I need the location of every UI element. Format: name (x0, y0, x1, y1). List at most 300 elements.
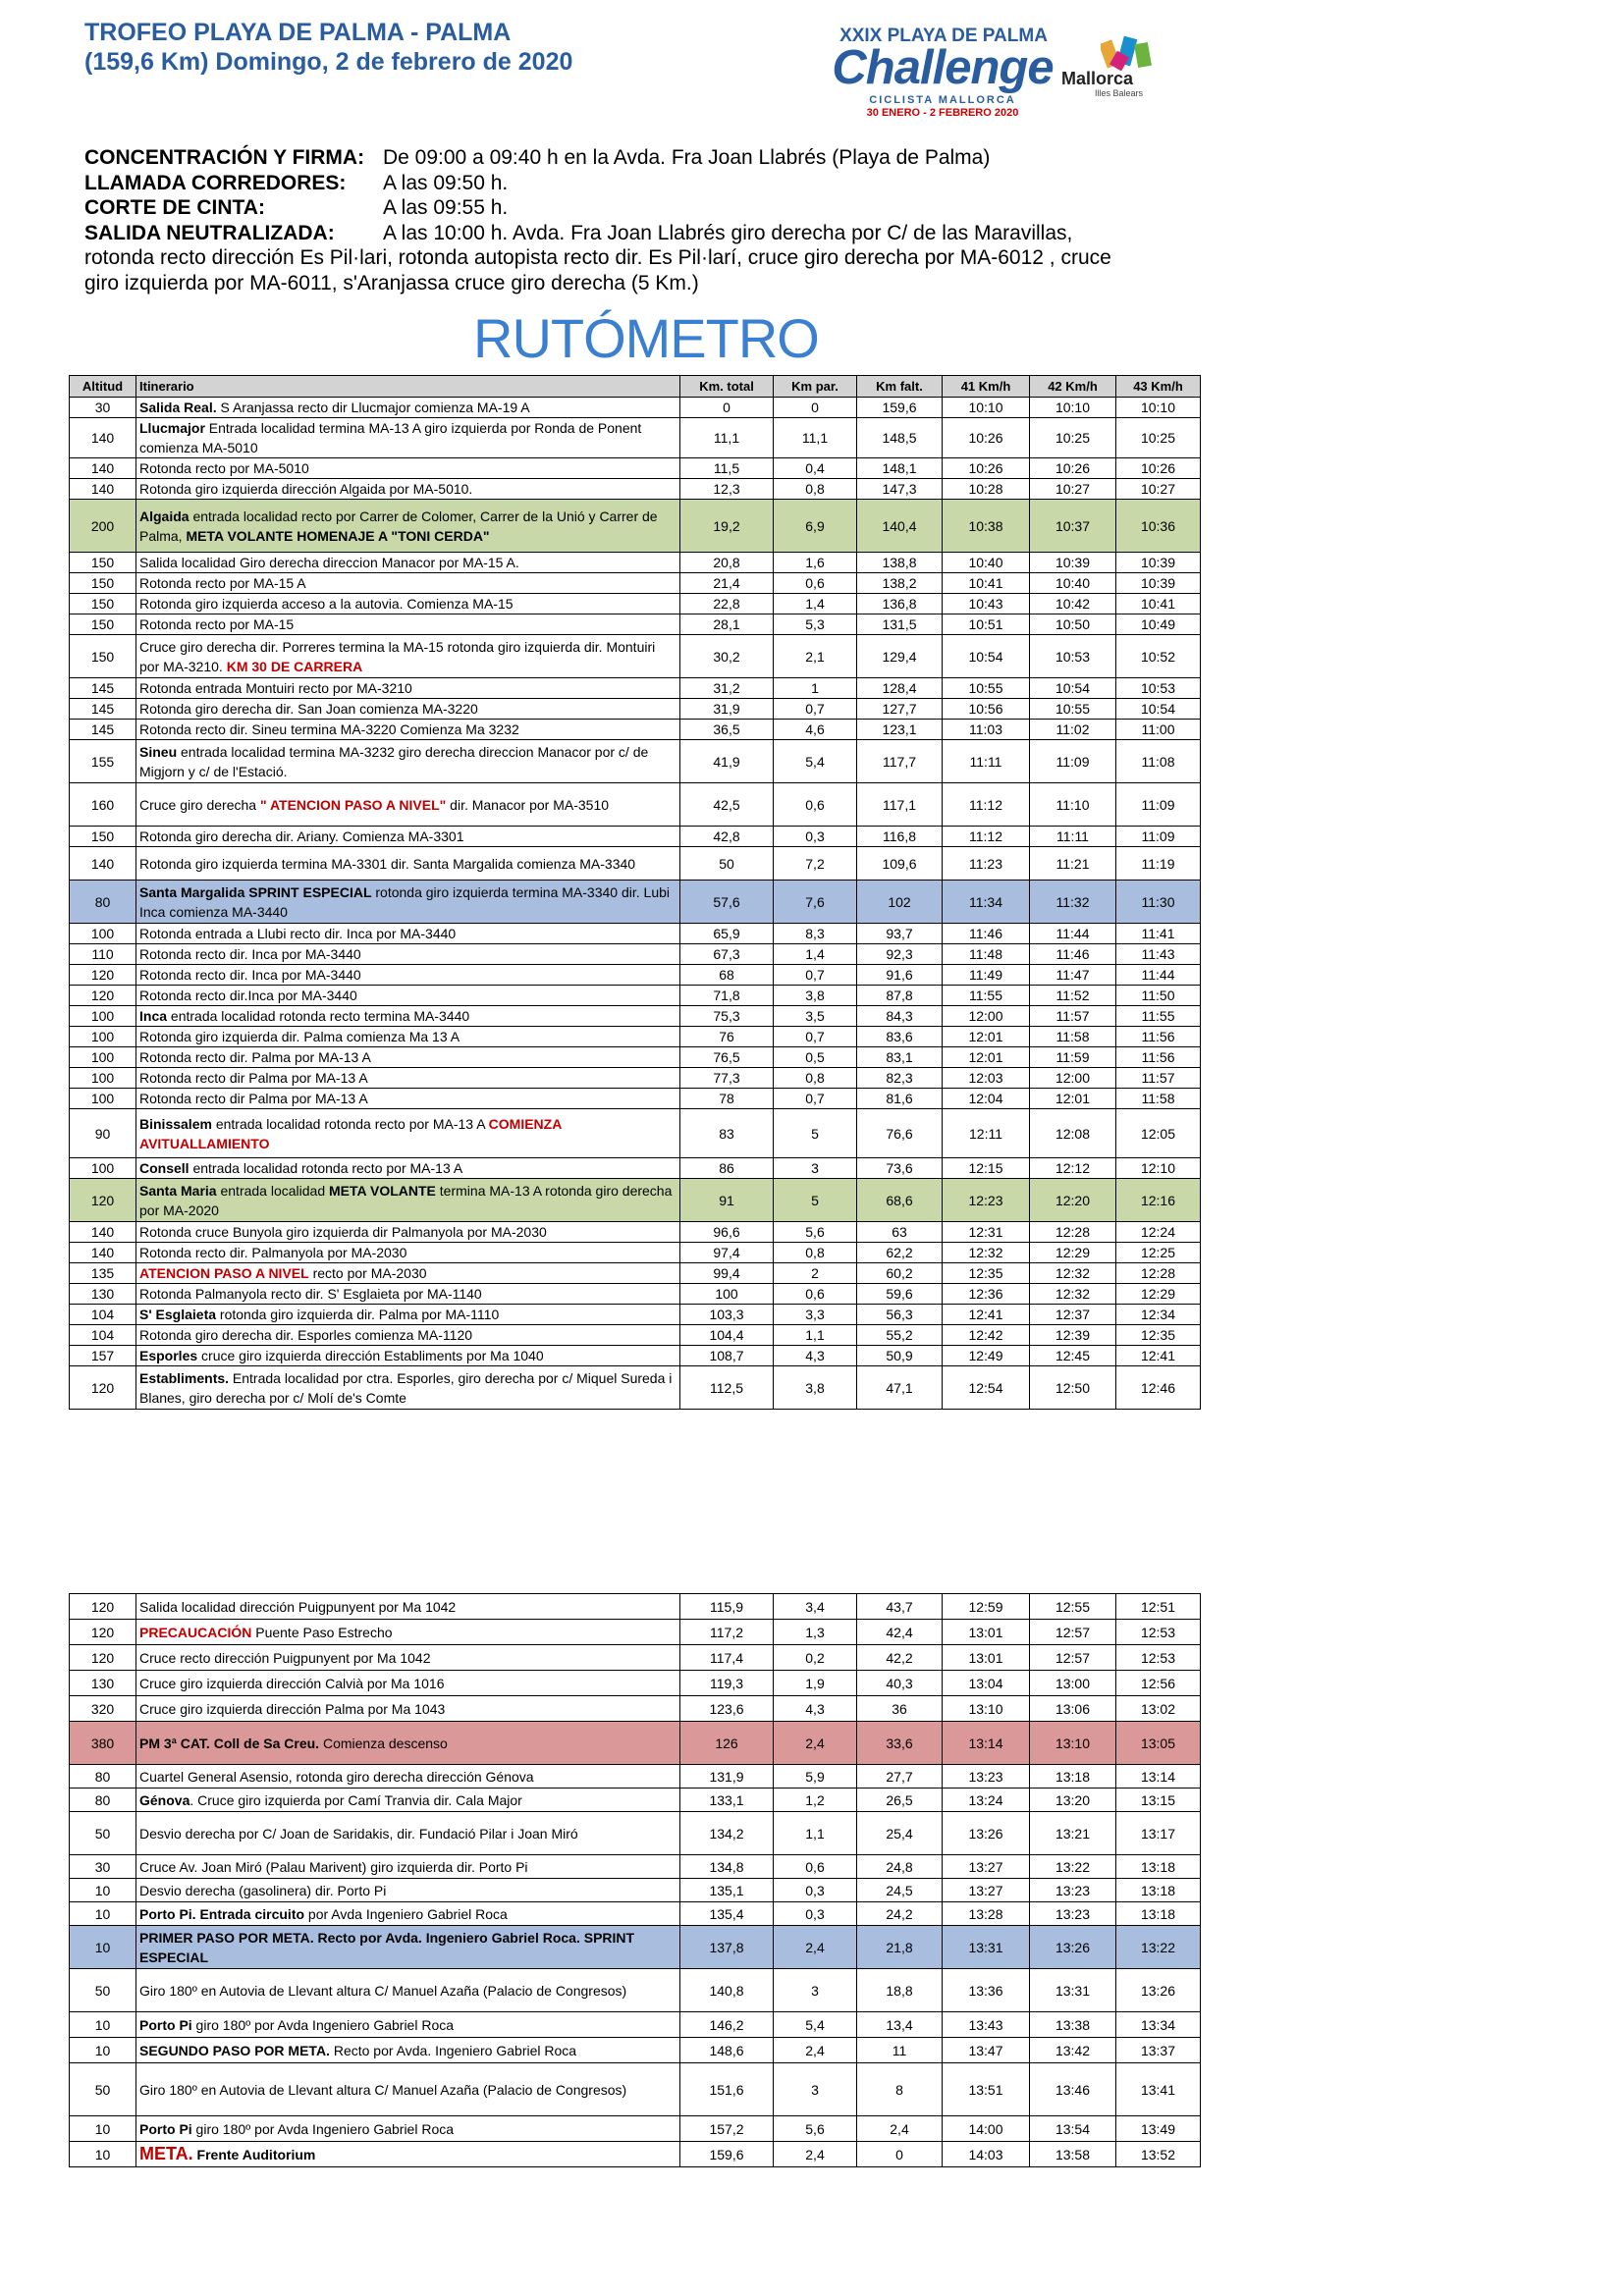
itinerary-cell (136, 635, 680, 678)
value-cell-kf: 42,4 (857, 1620, 943, 1645)
itinerary-cell (136, 500, 680, 553)
itinerary-place: Porto Pi (139, 2016, 192, 2033)
value-cell-t1: 12:00 (943, 1006, 1030, 1027)
value-cell-t1: 11:12 (943, 783, 1030, 827)
value-cell-t1: 10:38 (943, 500, 1030, 553)
itinerary-place: Génova (139, 1791, 190, 1808)
table-row (70, 740, 1201, 783)
value-cell-t2: 10:39 (1030, 553, 1116, 573)
value-cell-kf: 60,2 (857, 1263, 943, 1284)
value-cell-kp: 0,6 (774, 783, 857, 827)
column-header: Km. total (680, 376, 774, 398)
value-cell-t1: 12:15 (943, 1158, 1030, 1179)
table-row (70, 1902, 1201, 1926)
altitude-cell: 140 (70, 418, 136, 458)
value-cell-t3: 12:29 (1116, 1284, 1201, 1305)
table-row (70, 1722, 1201, 1765)
table-row (70, 1243, 1201, 1263)
value-cell-t1: 10:26 (943, 418, 1030, 458)
value-cell-kp: 4,6 (774, 720, 857, 740)
value-cell-kp: 0,8 (774, 1243, 857, 1263)
itinerary-cell (136, 678, 680, 699)
value-cell-t1: 13:51 (943, 2063, 1030, 2116)
value-cell-kp: 1,9 (774, 1671, 857, 1696)
table-row (70, 1325, 1201, 1346)
value-cell-t1: 12:32 (943, 1243, 1030, 1263)
itinerary-text: Salida localidad dirección Puigpunyent por Ma 1042 (139, 1598, 457, 1615)
value-cell-kp: 2,4 (774, 1926, 857, 1969)
value-cell-kp: 1,2 (774, 1789, 857, 1812)
value-cell-kt: 96,6 (680, 1222, 774, 1243)
itinerary-text: giro 180º por Avda Ingeniero Gabriel Roca (191, 2120, 455, 2137)
value-cell-kt: 75,3 (680, 1006, 774, 1027)
table-row (70, 2038, 1201, 2063)
table-row (70, 1222, 1201, 1243)
value-cell-kt: 12,3 (680, 479, 774, 500)
value-cell-t3: 13:17 (1116, 1812, 1201, 1855)
altitude-cell: 130 (70, 1284, 136, 1305)
value-cell-t2: 11:44 (1030, 924, 1116, 944)
value-cell-kt: 65,9 (680, 924, 774, 944)
value-cell-t2: 13:58 (1030, 2142, 1116, 2167)
value-cell-kp: 2 (774, 1263, 857, 1284)
itinerary-alert: META. (139, 2144, 193, 2163)
value-cell-kp: 1,1 (774, 1812, 857, 1855)
itinerary-cell (136, 1855, 680, 1879)
value-cell-kf: 21,8 (857, 1926, 943, 1969)
altitude-cell: 150 (70, 553, 136, 573)
value-cell-kp: 2,4 (774, 1722, 857, 1765)
value-cell-kt: 68 (680, 965, 774, 986)
value-cell-t1: 12:59 (943, 1594, 1030, 1620)
altitude-cell: 120 (70, 1645, 136, 1671)
table-row (70, 1284, 1201, 1305)
value-cell-t1: 13:24 (943, 1789, 1030, 1812)
value-cell-kp: 5,6 (774, 1222, 857, 1243)
value-cell-t1: 10:28 (943, 479, 1030, 500)
table-row (70, 881, 1201, 924)
itinerary-cell (136, 2038, 680, 2063)
value-cell-t1: 11:49 (943, 965, 1030, 986)
value-cell-kt: 99,4 (680, 1263, 774, 1284)
table-row (70, 500, 1201, 553)
value-cell-kt: 77,3 (680, 1068, 774, 1089)
section-title: RUTÓMETRO (473, 307, 819, 369)
value-cell-t1: 11:46 (943, 924, 1030, 944)
value-cell-t2: 11:58 (1030, 1027, 1116, 1047)
value-cell-kf: 93,7 (857, 924, 943, 944)
route-table (69, 375, 1201, 1410)
itinerary-cell (136, 1006, 680, 1027)
itinerary-text: Rotonda Palmanyola recto dir. S' Esglaieta por MA-1140 (139, 1286, 482, 1302)
altitude-cell: 90 (70, 1109, 136, 1158)
value-cell-t3: 12:46 (1116, 1366, 1201, 1410)
value-cell-kt: 115,9 (680, 1594, 774, 1620)
value-cell-kf: 63 (857, 1222, 943, 1243)
value-cell-t3: 12:35 (1116, 1325, 1201, 1346)
table-row (70, 678, 1201, 699)
table-row (70, 944, 1201, 965)
itinerary-text: Giro 180º en Autovia de Llevant altura C/ Manuel Azaña (Palacio de Congresos) (139, 2081, 627, 2098)
value-cell-kf: 59,6 (857, 1284, 943, 1305)
value-cell-kf: 73,6 (857, 1158, 943, 1179)
value-cell-kp: 7,6 (774, 881, 857, 924)
table-row (70, 1620, 1201, 1645)
value-cell-t3: 11:30 (1116, 881, 1201, 924)
value-cell-t1: 12:35 (943, 1263, 1030, 1284)
value-cell-t1: 13:31 (943, 1926, 1030, 1969)
value-cell-t2: 12:37 (1030, 1305, 1116, 1325)
value-cell-kp: 3 (774, 2063, 857, 2116)
table-row (70, 2142, 1201, 2167)
altitude-cell: 150 (70, 827, 136, 847)
value-cell-t1: 12:41 (943, 1305, 1030, 1325)
value-cell-kp: 3,4 (774, 1594, 857, 1620)
itinerary-text: Cruce giro derecha dir. Porreres termina la MA-15 rotonda giro izquierda dir. Montuiri por MA-3210. (139, 638, 656, 674)
value-cell-kp: 1,4 (774, 944, 857, 965)
itinerary-alert: ATENCION PASO A NIVEL (139, 1265, 309, 1281)
value-cell-kp: 5,6 (774, 2116, 857, 2142)
altitude-cell: 155 (70, 740, 136, 783)
itinerary-cell (136, 1325, 680, 1346)
value-cell-kf: 116,8 (857, 827, 943, 847)
value-cell-t1: 10:26 (943, 458, 1030, 479)
value-cell-t2: 13:06 (1030, 1696, 1116, 1722)
value-cell-t2: 12:29 (1030, 1243, 1116, 1263)
itinerary-highlight: META VOLANTE (329, 1182, 436, 1199)
itinerary-cell (136, 1902, 680, 1926)
value-cell-kt: 151,6 (680, 2063, 774, 2116)
value-cell-kt: 19,2 (680, 500, 774, 553)
value-cell-kf: 138,2 (857, 573, 943, 594)
value-cell-kp: 5 (774, 1179, 857, 1222)
itinerary-text: Rotonda recto dir. Inca por MA-3440 (139, 946, 361, 962)
value-cell-kf: 18,8 (857, 1969, 943, 2012)
itinerary-cell (136, 1305, 680, 1325)
table-row (70, 1068, 1201, 1089)
value-cell-t1: 11:34 (943, 881, 1030, 924)
value-cell-kf: 2,4 (857, 2116, 943, 2142)
itinerary-cell (136, 573, 680, 594)
value-cell-kf: 84,3 (857, 1006, 943, 1027)
itinerary-text: rotonda giro izquierda dir. Palma por MA-1110 (216, 1307, 500, 1322)
itinerary-cell (136, 2012, 680, 2038)
value-cell-kf: 11 (857, 2038, 943, 2063)
itinerary-text: Rotonda giro derecha dir. Esporles comienza MA-1120 (139, 1327, 473, 1343)
itinerary-cell (136, 1179, 680, 1222)
itinerary-text: Rotonda giro derecha dir. Ariany. Comienza MA-3301 (139, 828, 464, 844)
table-row (70, 573, 1201, 594)
value-cell-kp: 7,2 (774, 847, 857, 881)
altitude-cell: 120 (70, 1366, 136, 1410)
value-cell-kt: 91 (680, 1179, 774, 1222)
itinerary-cell (136, 1027, 680, 1047)
value-cell-t3: 11:09 (1116, 783, 1201, 827)
value-cell-t3: 10:41 (1116, 594, 1201, 614)
value-cell-t2: 12:20 (1030, 1179, 1116, 1222)
itinerary-place: SEGUNDO PASO POR META. (139, 2042, 330, 2058)
value-cell-t3: 12:10 (1116, 1158, 1201, 1179)
value-cell-t2: 13:38 (1030, 2012, 1116, 2038)
altitude-cell: 80 (70, 881, 136, 924)
value-cell-t1: 13:14 (943, 1722, 1030, 1765)
altitude-cell: 80 (70, 1789, 136, 1812)
itinerary-text: Comienza descenso (319, 1735, 448, 1751)
itinerary-text: Rotonda recto dir. Palma por MA-13 A (139, 1049, 371, 1065)
column-header: 41 Km/h (943, 376, 1030, 398)
table-row (70, 1047, 1201, 1068)
value-cell-kp: 0,6 (774, 573, 857, 594)
value-cell-kt: 112,5 (680, 1366, 774, 1410)
value-cell-kt: 134,8 (680, 1855, 774, 1879)
value-cell-t1: 11:12 (943, 827, 1030, 847)
value-cell-t2: 13:31 (1030, 1969, 1116, 2012)
value-cell-kt: 67,3 (680, 944, 774, 965)
itinerary-text: entrada localidad termina MA-3232 giro derecha direccion Manacor por c/ de Migjorn y c/ de l'Estació. (139, 743, 649, 779)
table-header-row (70, 376, 1201, 398)
value-cell-t1: 13:27 (943, 1855, 1030, 1879)
altitude-cell: 150 (70, 573, 136, 594)
challenge-logo (810, 26, 1154, 119)
value-cell-kt: 0 (680, 398, 774, 418)
itinerary-place: Algaida (139, 507, 189, 524)
value-cell-kt: 117,2 (680, 1620, 774, 1645)
itinerary-cell (136, 986, 680, 1006)
value-cell-kt: 126 (680, 1722, 774, 1765)
value-cell-kt: 31,2 (680, 678, 774, 699)
value-cell-kp: 0,7 (774, 699, 857, 720)
itinerary-cell (136, 1263, 680, 1284)
table-row (70, 699, 1201, 720)
value-cell-kp: 4,3 (774, 1346, 857, 1366)
altitude-cell: 320 (70, 1696, 136, 1722)
itinerary-cell (136, 1969, 680, 2012)
table-row (70, 1926, 1201, 1969)
value-cell-t2: 12:28 (1030, 1222, 1116, 1243)
value-cell-t1: 13:28 (943, 1902, 1030, 1926)
info-salida-line3: giro izquierda por MA-6011, s'Aranjassa cruce giro derecha (5 Km.) (84, 271, 699, 294)
value-cell-t3: 13:37 (1116, 2038, 1201, 2063)
table-row (70, 1645, 1201, 1671)
itinerary-place: Frente Auditorium (192, 2147, 316, 2163)
value-cell-kt: 22,8 (680, 594, 774, 614)
value-cell-t2: 12:12 (1030, 1158, 1116, 1179)
itinerary-cell (136, 594, 680, 614)
itinerary-text: S Aranjassa recto dir Llucmajor comienza MA-19 A (216, 400, 530, 415)
itinerary-cell (136, 924, 680, 944)
value-cell-kp: 3,8 (774, 1366, 857, 1410)
value-cell-t3: 12:53 (1116, 1645, 1201, 1671)
value-cell-kt: 86 (680, 1158, 774, 1179)
itinerary-text: entrada localidad recto por Carrer de Colomer, Carrer de la Unió y Carrer de Palma, (139, 507, 658, 544)
value-cell-t1: 13:27 (943, 1879, 1030, 1902)
value-cell-kf: 0 (857, 2142, 943, 2167)
value-cell-t1: 14:03 (943, 2142, 1030, 2167)
column-header: 43 Km/h (1116, 376, 1201, 398)
value-cell-t2: 11:10 (1030, 783, 1116, 827)
itinerary-text: Rotonda recto dir.Inca por MA-3440 (139, 988, 357, 1003)
value-cell-t1: 13:36 (943, 1969, 1030, 2012)
itinerary-cell (136, 458, 680, 479)
value-cell-kf: 109,6 (857, 847, 943, 881)
value-cell-kt: 103,3 (680, 1305, 774, 1325)
altitude-cell: 100 (70, 1089, 136, 1109)
itinerary-cell (136, 965, 680, 986)
value-cell-t3: 12:05 (1116, 1109, 1201, 1158)
column-header: Itinerario (136, 376, 680, 398)
value-cell-kf: 117,7 (857, 740, 943, 783)
value-cell-kt: 135,4 (680, 1902, 774, 1926)
altitude-cell: 150 (70, 594, 136, 614)
value-cell-kp: 0,3 (774, 1879, 857, 1902)
altitude-cell: 135 (70, 1263, 136, 1284)
value-cell-kp: 0,7 (774, 1089, 857, 1109)
value-cell-t1: 13:01 (943, 1645, 1030, 1671)
itinerary-alert: " ATENCION PASO A NIVEL" (259, 796, 447, 813)
value-cell-t2: 13:18 (1030, 1765, 1116, 1789)
value-cell-kt: 11,1 (680, 418, 774, 458)
altitude-cell: 100 (70, 1006, 136, 1027)
value-cell-t2: 10:40 (1030, 573, 1116, 594)
itinerary-text: Cruce recto dirección Puigpunyent por Ma 1042 (139, 1649, 431, 1666)
value-cell-kf: 147,3 (857, 479, 943, 500)
itinerary-place: Llucmajor (139, 420, 205, 436)
value-cell-kp: 3,8 (774, 986, 857, 1006)
value-cell-t2: 10:42 (1030, 594, 1116, 614)
itinerary-place: PRIMER PASO POR META. Recto por Avda. Ingeniero Gabriel Roca. SPRINT ESPECIAL (139, 1929, 635, 1965)
value-cell-kt: 42,8 (680, 827, 774, 847)
itinerary-cell (136, 1696, 680, 1722)
table-row (70, 1879, 1201, 1902)
itinerary-text: Rotonda recto por MA-15 A (139, 575, 306, 591)
itinerary-cell (136, 783, 680, 827)
itinerary-text-2: Puente Paso Estrecho (251, 1624, 393, 1640)
value-cell-t3: 12:51 (1116, 1594, 1201, 1620)
value-cell-kf: 102 (857, 881, 943, 924)
value-cell-t3: 13:05 (1116, 1722, 1201, 1765)
value-cell-kt: 108,7 (680, 1346, 774, 1366)
table-row (70, 847, 1201, 881)
itinerary-place: Salida Real. (139, 400, 217, 415)
value-cell-t2: 11:57 (1030, 1006, 1116, 1027)
altitude-cell: 140 (70, 479, 136, 500)
itinerary-cell (136, 1158, 680, 1179)
value-cell-t3: 13:18 (1116, 1902, 1201, 1926)
itinerary-cell (136, 398, 680, 418)
value-cell-t3: 12:28 (1116, 1263, 1201, 1284)
itinerary-cell (136, 1620, 680, 1645)
value-cell-kf: 68,6 (857, 1179, 943, 1222)
table-row (70, 2063, 1201, 2116)
value-cell-t3: 10:10 (1116, 398, 1201, 418)
itinerary-text: Rotonda entrada a Llubi recto dir. Inca por MA-3440 (139, 926, 457, 941)
itinerary-text: rotonda giro izquierda termina MA-3340 dir. Lubi Inca comienza MA-3440 (139, 883, 671, 920)
value-cell-kt: 133,1 (680, 1789, 774, 1812)
itinerary-cell (136, 479, 680, 500)
value-cell-kp: 5,3 (774, 614, 857, 635)
mallorca-sponsor: Mallorca (1061, 69, 1134, 88)
itinerary-text: entrada localidad rotonda recto por MA-13 A (189, 1160, 463, 1176)
altitude-cell: 120 (70, 965, 136, 986)
value-cell-t3: 10:53 (1116, 678, 1201, 699)
value-cell-t2: 13:54 (1030, 2116, 1116, 2142)
table-row (70, 635, 1201, 678)
altitude-cell: 50 (70, 1812, 136, 1855)
value-cell-t3: 13:18 (1116, 1855, 1201, 1879)
value-cell-kf: 83,6 (857, 1027, 943, 1047)
value-cell-kp: 1,3 (774, 1620, 857, 1645)
table-row (70, 2012, 1201, 2038)
value-cell-t2: 12:57 (1030, 1645, 1116, 1671)
value-cell-kf: 40,3 (857, 1671, 943, 1696)
itinerary-alert: COMIENZA AVITUALLAMIENTO (139, 1115, 562, 1151)
column-header: 42 Km/h (1030, 376, 1116, 398)
value-cell-t2: 12:50 (1030, 1366, 1116, 1410)
itinerary-text: Rotonda recto por MA-15 (139, 616, 295, 632)
value-cell-kt: 78 (680, 1089, 774, 1109)
itinerary-cell (136, 2142, 680, 2167)
itinerary-cell (136, 1222, 680, 1243)
race-title-line1: TROFEO PLAYA DE PALMA - PALMA (84, 19, 512, 46)
value-cell-t1: 12:54 (943, 1366, 1030, 1410)
altitude-cell: 104 (70, 1305, 136, 1325)
itinerary-alert: PRECAUCACIÓN (139, 1624, 252, 1640)
itinerary-place: Porto Pi. Entrada circuito (139, 1905, 305, 1922)
itinerary-text: Cuartel General Asensio, rotonda giro derecha dirección Génova (139, 1768, 534, 1785)
altitude-cell: 150 (70, 614, 136, 635)
itinerary-text: Desvio derecha (gasolinera) dir. Porto Pi (139, 1882, 387, 1898)
value-cell-t3: 12:41 (1116, 1346, 1201, 1366)
altitude-cell: 130 (70, 1671, 136, 1696)
itinerary-cell (136, 1926, 680, 1969)
value-cell-kp: 1 (774, 678, 857, 699)
itinerary-text: Cruce Av. Joan Miró (Palau Marivent) giro izquierda dir. Porto Pi (139, 1858, 528, 1875)
value-cell-t2: 11:02 (1030, 720, 1116, 740)
value-cell-kf: 159,6 (857, 398, 943, 418)
altitude-cell: 120 (70, 1620, 136, 1645)
value-cell-t1: 13:10 (943, 1696, 1030, 1722)
value-cell-t3: 13:15 (1116, 1789, 1201, 1812)
table-row (70, 1855, 1201, 1879)
value-cell-t3: 10:27 (1116, 479, 1201, 500)
value-cell-kf: 81,6 (857, 1089, 943, 1109)
itinerary-text: Salida localidad Giro derecha direccion Manacor por MA-15 A. (139, 555, 519, 570)
value-cell-kp: 3 (774, 1158, 857, 1179)
value-cell-t1: 10:40 (943, 553, 1030, 573)
value-cell-kp: 1,4 (774, 594, 857, 614)
itinerary-cell (136, 2116, 680, 2142)
table-row (70, 1594, 1201, 1620)
itinerary-place: Inca (139, 1008, 168, 1024)
value-cell-kf: 36 (857, 1696, 943, 1722)
value-cell-kf: 42,2 (857, 1645, 943, 1671)
value-cell-t1: 10:10 (943, 398, 1030, 418)
value-cell-kt: 31,9 (680, 699, 774, 720)
itinerary-cell (136, 847, 680, 881)
itinerary-highlight: META VOLANTE HOMENAJE A "TONI CERDA" (186, 527, 490, 544)
value-cell-kp: 0,2 (774, 1645, 857, 1671)
itinerary-text: Rotonda giro izquierda acceso a la autovia. Comienza MA-15 (139, 596, 514, 612)
altitude-cell: 120 (70, 1179, 136, 1222)
value-cell-kt: 157,2 (680, 2116, 774, 2142)
table-row (70, 1696, 1201, 1722)
value-cell-kt: 148,6 (680, 2038, 774, 2063)
itinerary-cell (136, 2063, 680, 2116)
altitude-cell: 30 (70, 1855, 136, 1879)
value-cell-t1: 10:43 (943, 594, 1030, 614)
itinerary-cell (136, 553, 680, 573)
table-row (70, 1671, 1201, 1696)
